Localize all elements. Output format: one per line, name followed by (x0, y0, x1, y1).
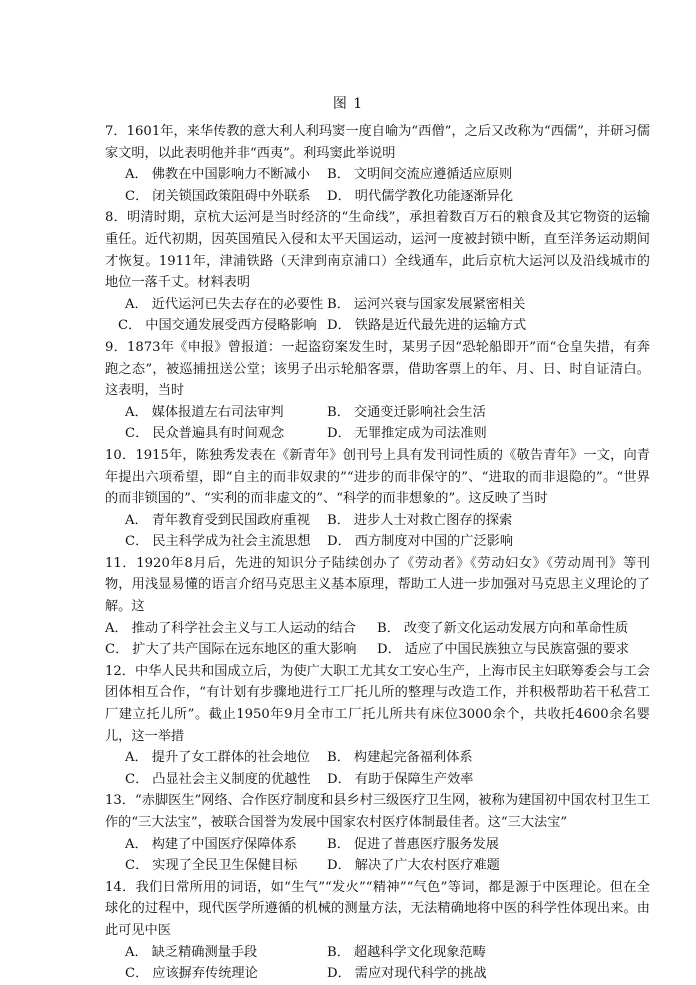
question-stem: 7．1601年，来华传教的意大利人利玛窦一度自喻为“西僧”，之后又改称为“西儒”，并研习儒家文明，以此表明他并非“西夷”。利玛窦此举说明 (105, 124, 650, 161)
option-b: B． 运河兴衰与国家发展紧密相关 (327, 296, 526, 312)
option-row (105, 855, 650, 877)
option-row (105, 942, 650, 964)
question-stem: 12．中华人民共和国成立后，为使广大职工尤其女工安心生产，上海市民主妇联筹委会与工会团体相互合作，“有计划有步骤地进行工厂托儿所的整理与改造工作，并积极帮助若干私营工厂建立托儿所”。截止1950年9月全市工厂托儿所共有床位3000余个，共收托4600余名婴儿，这一举措 (105, 663, 650, 744)
option-d: D． 铁路是近代最先进的运输方式 (327, 318, 527, 334)
option-b: B． 进步人士对救亡图存的探索 (327, 512, 513, 528)
option-a: A． 缺乏精确测量手段 (125, 944, 258, 960)
option-row (105, 834, 650, 856)
question-list (105, 121, 650, 985)
question-stem: 9．1873年《申报》曾报道：一起盗窃案发生时，某男子因“恐轮船即开”而“仓皇失措，有奔跑之态”，被巡捕扭送公堂；该男子出示轮船客票，借助客票上的年、月、日、时自证清白。这表明，当时 (105, 339, 650, 399)
option-c: C． 凸显社会主义制度的优越性 (125, 771, 311, 787)
question-11 (105, 553, 650, 661)
option-c: C． 实现了全民卫生保健目标 (125, 858, 298, 874)
option-row (105, 510, 650, 532)
option-row (105, 186, 650, 208)
option-c: C． 民主科学成为社会主流思想 (125, 534, 311, 550)
option-row (105, 639, 650, 661)
option-d: D． 西方制度对中国的广泛影响 (327, 534, 514, 550)
option-row (105, 618, 650, 640)
option-b: B． 促进了普惠医疗服务发展 (327, 836, 499, 852)
option-a: A． 佛教在中国影响力不断减小 (125, 167, 310, 183)
option-a: A． 媒体报道左右司法审判 (125, 404, 284, 420)
option-b: B． 改变了新文化运动发展方向和革命性质 (377, 620, 629, 636)
option-row (105, 294, 650, 316)
option-a: A． 提升了女工群体的社会地位 (125, 750, 310, 766)
option-row (105, 769, 650, 791)
question-14 (105, 877, 650, 985)
option-d: D． 需应对现代科学的挑战 (327, 966, 487, 982)
option-row (105, 963, 650, 985)
question-10 (105, 445, 650, 553)
option-d: D． 有助于保障生产效率 (327, 771, 474, 787)
question-13 (105, 790, 650, 876)
option-row (105, 164, 650, 186)
option-row (105, 402, 650, 424)
option-a: A． 推动了科学社会主义与工人运动的结合 (105, 620, 356, 636)
option-c: C． 民众普遍具有时间观念 (125, 426, 285, 442)
option-d: D． 明代儒学教化功能逐渐异化 (327, 188, 514, 204)
option-b: B． 超越科学文化现象范畴 (327, 944, 486, 960)
option-d: D． 解决了广大农村医疗难题 (327, 858, 500, 874)
question-8 (105, 207, 650, 337)
option-c: C． 应该摒弃传统理论 (125, 966, 258, 982)
option-a: A． 近代运河已失去存在的必要性 (125, 296, 324, 312)
option-a: A． 构建了中国医疗保障体系 (125, 836, 297, 852)
option-d: D． 适应了中国民族独立与民族富强的要求 (377, 642, 629, 658)
option-c: C． 闭关锁国政策阻碍中外联系 (125, 188, 311, 204)
question-9 (105, 337, 650, 445)
option-row (105, 747, 650, 769)
question-7 (105, 121, 650, 207)
option-d: D． 无罪推定成为司法准则 (327, 426, 487, 442)
option-row (105, 315, 650, 337)
option-b: B． 交通变迁影响社会生活 (327, 404, 486, 420)
option-c: C． 中国交通发展受西方侵略影响 (118, 318, 317, 334)
figure-caption: 图 1 (332, 96, 364, 112)
question-stem: 13．“赤脚医生”网络、合作医疗制度和县乡村三级医疗卫生网，被称为建国初中国农村卫生工作的“三大法宝”，被联合国誉为发展中国家农村医疗体制最佳者。这“三大法宝” (105, 793, 650, 830)
option-row (105, 531, 650, 553)
option-row (105, 423, 650, 445)
option-b: B． 文明间交流应遵循适应原则 (327, 167, 513, 183)
option-a: A． 青年教育受到民国政府重视 (125, 512, 310, 528)
question-12 (105, 661, 650, 791)
question-stem: 10．1915年，陈独秀发表在《新青年》创刊号上具有发刊词性质的《敬告青年》一文，向青年提出六项希望，即“自主的而非奴隶的”“进步的而非保守的”、“进取的而非退隐的”。“世界的而非锁国的”、“实利的而非虚文的”、“科学的而非想象的”。这反映了当时 (105, 447, 650, 507)
option-c: C． 扩大了共产国际在远东地区的重大影响 (105, 642, 357, 658)
question-stem: 14．我们日常所用的词语，如“生气”“发火”“精神”“气色”等词，都是源于中医理论。但在全球化的过程中，现代医学所遵循的机械的测量方法，无法精确地将中医的科学性体现出来。由此可见中医 (105, 879, 650, 938)
option-b: B． 构建起完备福利体系 (327, 750, 473, 766)
question-stem: 11．1920年8月后，先进的知识分子陆续创办了《劳动者》《劳动妇女》《劳动周刊》等刊物，用浅显易懂的语言介绍马克思主义基本原理，帮助工人进一步加强对马克思主义理论的了解。这 (105, 555, 650, 615)
question-stem: 8．明清时期，京杭大运河是当时经济的“生命线”，承担着数百万石的粮食及其它物资的运输重任。近代初期，因英国殖民入侵和太平天国运动，运河一度被封锁中断，直至洋务运动期间才恢复。1911年，津浦铁路（天津到南京浦口）全线通车，此后京杭大运河以及沿线城市的地位一落千丈。材料表明 (105, 210, 650, 291)
